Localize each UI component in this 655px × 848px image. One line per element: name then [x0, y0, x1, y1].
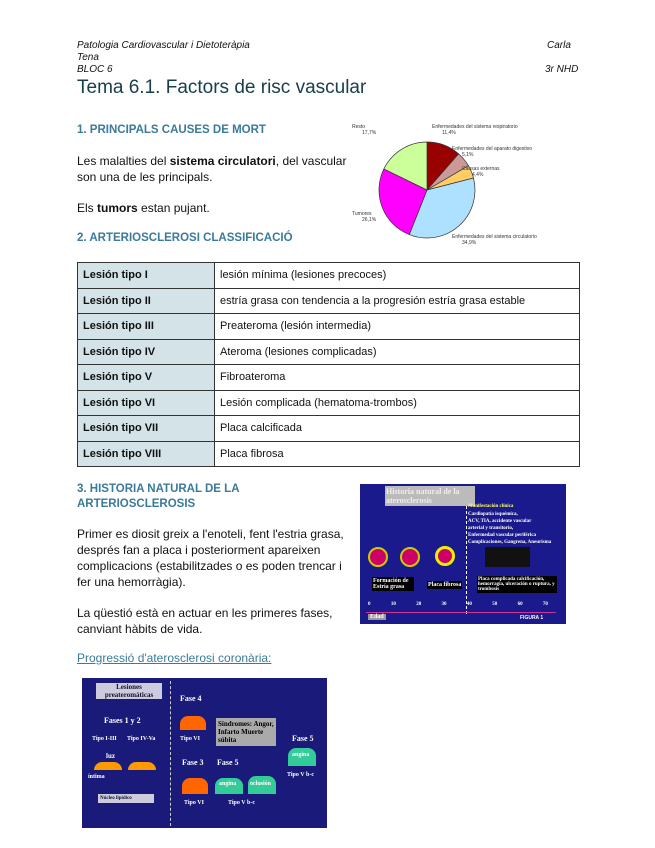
pie-label: Enfermedades del sistema respiratorio 11,4% [432, 124, 518, 136]
header-block: BLOC 6 [77, 64, 113, 75]
lesion-description-cell: estría grasa con tendencia a la progresión estría grasa estable [215, 288, 580, 314]
table-row [78, 314, 580, 340]
slide-text-line: ACV, TIA, accidente vascular [468, 519, 532, 524]
lesion-description-cell: Preateroma (lesión intermedia) [215, 314, 580, 340]
paragraph: Primer es diosit greix a l'enoteli, fent l'estria grasa, després fan a placa i posteriorment apareixen complicacions (estabilitzades o es poden trencar i fer una hemorràgia). [77, 527, 344, 589]
lesion-type-cell: Lesión tipo IV [78, 339, 215, 365]
lesion-type-cell: Lesión tipo III [78, 314, 215, 340]
age-tick-label: 10 [390, 602, 396, 607]
lesion-description-cell: Placa fibrosa [215, 441, 580, 467]
header-author: Carla [547, 40, 571, 51]
table-row [78, 416, 580, 442]
lesion-description-cell: lesión mínima (lesiones precoces) [215, 263, 580, 289]
lesion-description-cell: Lesión complicada (hematoma-trombos) [215, 390, 580, 416]
paragraph: Els tumors estan pujant. [77, 201, 210, 215]
pie-label: Enfermedades del sistema circulatorio 34,9% [452, 234, 537, 246]
table-row [78, 288, 580, 314]
lesion-description-cell: Ateroma (lesiones complicadas) [215, 339, 580, 365]
header-group: 3r NHD [545, 64, 579, 75]
age-tick-label: 40 [466, 602, 472, 607]
section-heading: 3. HISTORIA NATURAL DE LA ARTERIOSCLEROSIS [77, 483, 240, 510]
table-row [78, 365, 580, 391]
age-tick-label: 50 [492, 602, 498, 607]
lesion-description-cell: Placa calcificada [215, 416, 580, 442]
paragraph: Les malalties del sistema circulatori, del vascular son una de les principals. [77, 154, 347, 184]
pie-label: Tumores 26,1% [352, 211, 377, 223]
table-row [78, 441, 580, 467]
age-tick-label: 60 [517, 602, 523, 607]
section-heading: 2. ARTERIOSCLEROSI CLASSIFICACIÓ [77, 232, 293, 244]
slide-text-line: Complicaciones, Gangrena, Aneurisma [468, 540, 552, 545]
section-heading: 1. PRINCIPALS CAUSES DE MORT [77, 124, 266, 136]
table-row [78, 263, 580, 289]
slide-text-line: Enfermedad vascular periférica [468, 533, 536, 538]
table-row [78, 339, 580, 365]
header-course: Patologia Cardiovascular i Dietoteràpia [77, 40, 250, 51]
coronary-progression-slide: Lesiones preateromáticas Fases 1 y 2 Tipo I-III Tipo IV-Va luz íntima Núcleo lipídico Fase 4 Tipo VI Síndromes: Angor, Infarto Muerte súbita Fase 3 Fase 5 angina oclusión Tipo VI Tipo V b-c Fase 5 angina Tipo V b-c [82, 678, 327, 828]
lesion-type-cell: Lesión tipo V [78, 365, 215, 391]
lesion-table [77, 262, 580, 467]
lesion-description-cell: Fibroateroma [215, 365, 580, 391]
header-author-last: Tena [77, 52, 99, 63]
lesion-type-cell: Lesión tipo VII [78, 416, 215, 442]
pie-label: Enfermedades del aparato digestivo 5,1% [452, 146, 533, 158]
coronary-progression-link[interactable]: Progressió d'aterosclerosi coronària: [77, 651, 272, 665]
pie-label: Causas externas 4,4% [462, 166, 500, 178]
slide-text-line: arterial y transitorio, [468, 526, 514, 531]
age-tick-label: 70 [542, 602, 548, 607]
pie-label: Resto 17,7% [352, 124, 377, 136]
age-tick-label: 0 [368, 602, 371, 607]
lesion-type-cell: Lesión tipo VI [78, 390, 215, 416]
page-title: Tema 6.1. Factors de risc vascular [77, 77, 367, 98]
age-tick-label: 30 [441, 602, 447, 607]
age-tick-label: 20 [416, 602, 422, 607]
mortality-pie-chart [352, 120, 582, 250]
lesion-type-cell: Lesión tipo I [78, 263, 215, 289]
lesion-type-cell: Lesión tipo II [78, 288, 215, 314]
lesion-type-cell: Lesión tipo VIII [78, 441, 215, 467]
slide-text-line: Cardiopatía isquémica, [468, 512, 518, 517]
table-row [78, 390, 580, 416]
natural-history-slide: Historia natural de la aterosclerosis Manifestación clínica Cardiopatía isquémica, ACV, TIA, accidente vascular arterial y transitorio, Enfermedad vascular periférica Complicaciones, Gangrena, Aneurisma Formación de Estría grasa Placa fibrosa Placa complicada calcificación, hemorragia, ulceración o ruptura, y trombosis 0 10 20 30 40 50 60 70 Edad FIGURA 1 [360, 484, 566, 624]
paragraph: La qüestió està en actuar en les primeres fases, canviant hàbits de vida. [77, 606, 333, 636]
